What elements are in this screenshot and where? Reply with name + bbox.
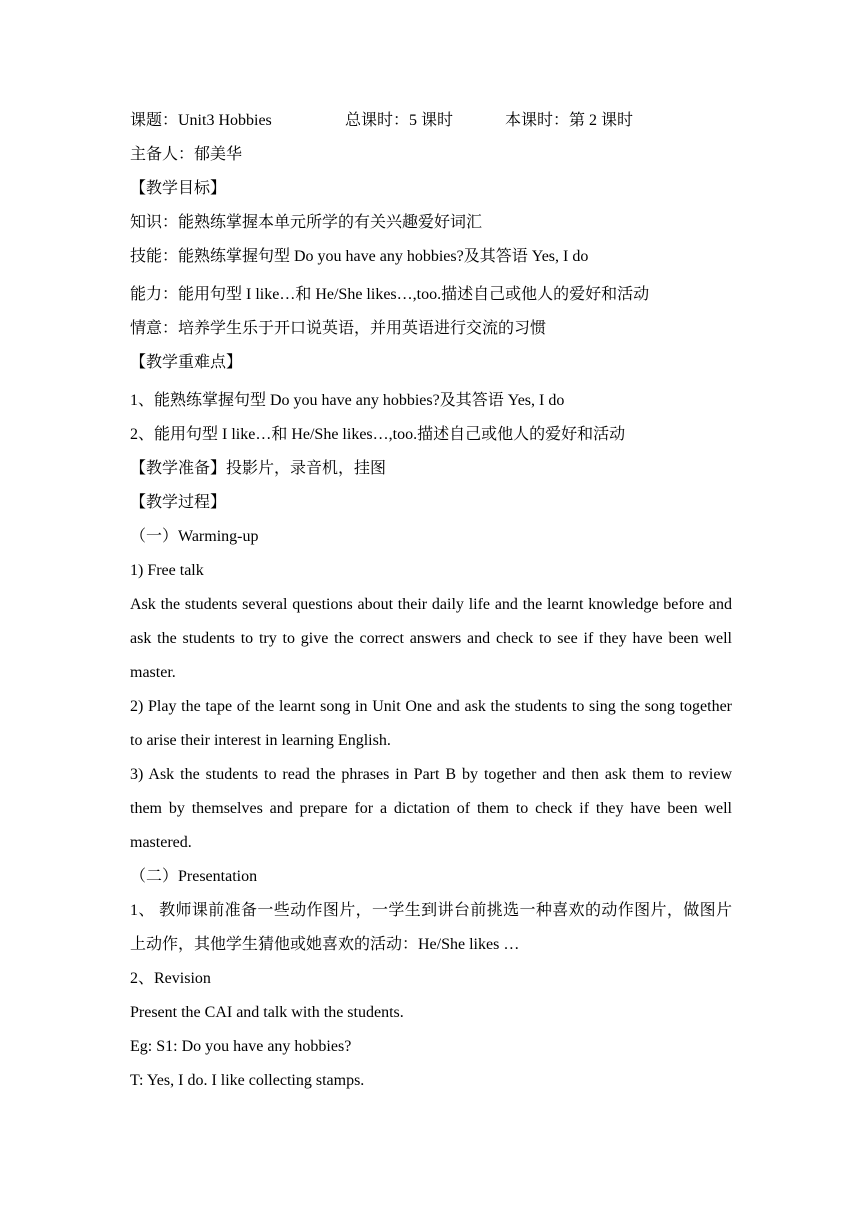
total-hours: 总课时：5 课时	[345, 112, 454, 129]
process-heading: 【教学过程】	[130, 494, 227, 511]
step-2-paragraph: 2) Play the tape of the learnt song in Unit One and ask the students to sing the song together to arise their interest in learning English.	[130, 698, 732, 749]
objective-skill: 技能：能熟练掌握句型 Do you have any hobbies?及其答语 Yes, I do	[130, 248, 589, 265]
key-point-2: 2、能用句型 I like…和 He/She likes…,too.描述自己或他人的爱好和活动	[130, 426, 626, 443]
objectives-heading: 【教学目标】	[130, 180, 227, 197]
objective-ability: 能力：能用句型 I like…和 He/She likes…,too.描述自己或他人的爱好和活动	[130, 286, 650, 303]
example-s1: Eg: S1: Do you have any hobbies?	[130, 1038, 352, 1055]
document-page	[130, 104, 732, 1098]
revision-heading: 2、Revision	[130, 970, 211, 987]
preparation: 【教学准备】投影片，录音机，挂图	[130, 460, 387, 477]
key-points-heading: 【教学重难点】	[130, 354, 243, 371]
example-t: T: Yes, I do. I like collecting stamps.	[130, 1072, 365, 1089]
objective-attitude: 情意：培养学生乐于开口说英语，并用英语进行交流的习惯	[130, 320, 547, 337]
objective-knowledge: 知识：能熟练掌握本单元所学的有关兴趣爱好词汇	[130, 214, 483, 231]
presentation-step-1: 1、 教师课前准备一些动作图片，一学生到讲台前挑选一种喜欢的动作图片，做图片上动作，其他学生猜他或她喜欢的活动：He/She likes …	[130, 902, 732, 953]
revision-body: Present the CAI and talk with the students.	[130, 1004, 404, 1021]
preparer: 主备人：郁美华	[130, 146, 243, 163]
lesson-topic: 课题：Unit3 Hobbies	[130, 112, 272, 129]
free-talk-heading: 1) Free talk	[130, 562, 204, 579]
current-hour: 本课时：第 2 课时	[505, 112, 634, 129]
free-talk-body: Ask the students several questions about their daily life and the learnt knowledge before and ask the students to try to give the correct answers and check to see if they have been well master.	[130, 596, 732, 681]
key-point-1: 1、能熟练掌握句型 Do you have any hobbies?及其答语 Yes, I do	[130, 392, 565, 409]
lesson-header	[130, 104, 732, 138]
step-3-paragraph: 3) Ask the students to read the phrases in Part B by together and then ask them to review them by themselves and prepare for a dictation of them to check if they have been well mastered.	[130, 766, 732, 851]
presentation-heading: （二）Presentation	[130, 868, 258, 885]
warmup-heading: （一）Warming-up	[130, 528, 259, 545]
